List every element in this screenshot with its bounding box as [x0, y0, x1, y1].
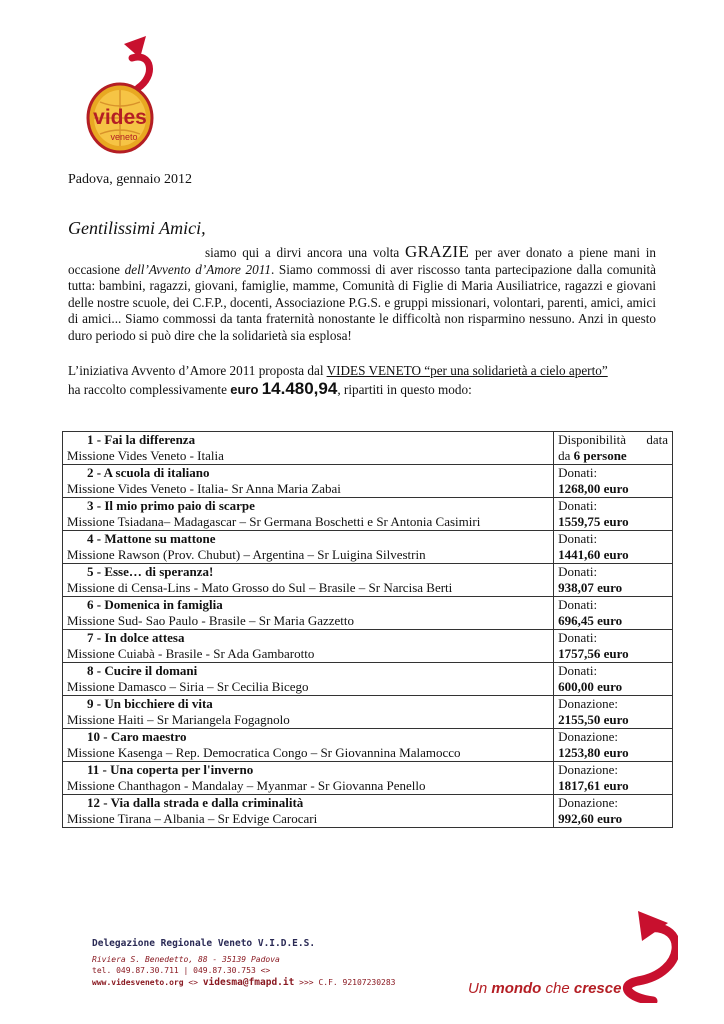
table-row: [63, 432, 673, 465]
logo-word: vides: [93, 106, 147, 129]
project-cell: [63, 795, 554, 828]
project-cell: [63, 696, 554, 729]
amount-currency: euro: [230, 382, 259, 397]
donation-label: Donazione:: [558, 762, 619, 777]
grazie-word: GRAZIE: [405, 242, 470, 261]
table-row: [63, 531, 673, 564]
project-mission: Missione Tsiadana– Madagascar – Sr Germana Boschetti e Sr Antonia Casimiri: [67, 514, 481, 529]
footer-org: Delegazione Regionale Veneto V.I.D.E.S.: [92, 938, 316, 949]
donation-cell: [554, 630, 673, 663]
body-rest: . Siamo commossi di aver riscosso tanta partecipazione dalla comunità tutta: bambini, ragazzi, giovani, famiglie, mamme, Comunità di Figlie di Maria Ausiliatrice, ragazzi e giovani delle nostre scuole, dei C.F.P., docenti, Associazione P.G.S. e gruppi missionari, volontari, parenti, amici, amici di amici... Siamo commossi da tanta fraternità nonostante le difficoltà non risparmino nessuno. Anzi in questo duro periodo si può dire che la solidarietà sia esplosa!: [68, 261, 657, 343]
project-cell: [63, 630, 554, 663]
donation-amount: 696,45 euro: [558, 613, 623, 628]
project-mission: Missione Damasco – Siria – Sr Cecilia Bicego: [67, 679, 309, 694]
project-cell: [63, 597, 554, 630]
initiative-pre: L’iniziativa Avvento d’Amore 2011 proposta dal: [68, 363, 324, 378]
footer-contacts: [92, 977, 396, 988]
table-row: [63, 762, 673, 795]
table-row: [63, 795, 673, 828]
date-line: Padova, gennaio 2012: [68, 172, 193, 187]
donation-amount: 992,60 euro: [558, 811, 623, 826]
donation-amount: 1817,61 euro: [558, 778, 629, 793]
project-mission: Missione Cuiabà - Brasile - Sr Ada Gambarotto: [67, 646, 315, 661]
project-cell: [63, 498, 554, 531]
donation-cell: [554, 531, 673, 564]
donation-cell: [554, 564, 673, 597]
project-title: 10 - Caro maestro: [87, 729, 187, 744]
donation-label: Donati:: [558, 465, 598, 480]
initiative-link[interactable]: VIDES VENETO “per una solidarietà a cielo aperto”: [326, 363, 608, 378]
donation-amount: 600,00 euro: [558, 679, 623, 694]
project-cell: [63, 663, 554, 696]
body-mid: per aver donato a piene mani in occasione: [68, 245, 657, 277]
letter-body: [68, 244, 656, 344]
project-cell: [63, 432, 554, 465]
footer-phone: tel. 049.87.30.711 | 049.87.30.753 <>: [92, 966, 271, 975]
availability-label-b: data: [646, 432, 668, 447]
donation-cell: [554, 663, 673, 696]
availability-pre: da: [558, 448, 574, 463]
project-title: 1 - Fai la differenza: [87, 432, 196, 447]
donation-amount: 2155,50 euro: [558, 712, 629, 727]
project-mission: Missione Kasenga – Rep. Democratica Congo – Sr Giovannina Malamocco: [67, 745, 461, 760]
donation-label: Donati:: [558, 498, 598, 513]
donation-label: Donati:: [558, 564, 598, 579]
table-row: [63, 663, 673, 696]
red-arrow-icon: [598, 903, 678, 1003]
donation-cell: [554, 762, 673, 795]
project-cell: [63, 564, 554, 597]
project-title: 12 - Via dalla strada e dalla criminalità: [87, 795, 304, 810]
project-mission: Missione Rawson (Prov. Chubut) – Argentina – Sr Luigina Silvestrin: [67, 547, 426, 562]
donation-cell: [554, 465, 673, 498]
logo-sub: veneto: [110, 132, 138, 142]
body-pre: siamo qui a dirvi ancora una volta: [205, 245, 400, 260]
project-title: 2 - A scuola di italiano: [87, 465, 210, 480]
slogan-word-1: Un: [468, 980, 488, 997]
project-mission: Missione Haiti – Sr Mariangela Fogagnolo: [67, 712, 290, 727]
donation-cell: [554, 597, 673, 630]
slogan-word-4: cresce: [573, 980, 622, 997]
availability-value: 6 persone: [573, 448, 627, 463]
project-mission: Missione Chanthagon - Mandalay – Myanmar - Sr Giovanna Penello: [67, 778, 426, 793]
project-title: 4 - Mattone su mattone: [87, 531, 216, 546]
donation-label: Donazione:: [558, 729, 619, 744]
initiative-line2: ha raccolto complessivamente: [68, 382, 227, 397]
slogan-word-2: mondo: [491, 980, 542, 997]
project-title: 7 - In dolce attesa: [87, 630, 185, 645]
greeting: Gentilissimi Amici,: [68, 218, 206, 238]
project-title: 5 - Esse… di speranza!: [87, 564, 214, 579]
project-cell: [63, 531, 554, 564]
project-mission: Missione di Censa-Lins - Mato Grosso do Sul – Brasile – Sr Narcisa Berti: [67, 580, 453, 595]
donation-label: Donati:: [558, 630, 598, 645]
table-row: [63, 729, 673, 762]
donation-label: Donazione:: [558, 795, 619, 810]
donation-label: Donati:: [558, 597, 598, 612]
initiative-post: , ripartiti in questo modo:: [337, 382, 472, 397]
donation-amount: 1559,75 euro: [558, 514, 629, 529]
footer-email[interactable]: videsma@fmapd.it: [202, 977, 295, 988]
table-row: [63, 630, 673, 663]
table-row: [63, 465, 673, 498]
project-mission: Missione Vides Veneto - Italia: [67, 448, 224, 463]
donation-cell: [554, 696, 673, 729]
table-row: [63, 696, 673, 729]
donation-label: Donati:: [558, 531, 598, 546]
donation-cell: [554, 498, 673, 531]
body-italic: dell’Avvento d’Amore 2011: [124, 261, 271, 277]
donation-label: Donati:: [558, 663, 598, 678]
project-cell: [63, 762, 554, 795]
footer-sep2: >>>: [299, 978, 314, 987]
total-amount: 14.480,94: [261, 379, 338, 398]
project-title: 3 - Il mio primo paio di scarpe: [87, 498, 255, 513]
donations-table: [62, 431, 673, 828]
project-mission: Missione Tirana – Albania – Sr Edvige Carocari: [67, 811, 318, 826]
donation-label: Donazione:: [558, 696, 619, 711]
donation-cell: [554, 729, 673, 762]
donation-amount: 938,07 euro: [558, 580, 623, 595]
donation-amount: 1253,80 euro: [558, 745, 629, 760]
project-title: 9 - Un bicchiere di vita: [87, 696, 213, 711]
project-mission: Missione Sud- Sao Paulo - Brasile – Sr Maria Gazzetto: [67, 613, 355, 628]
availability-label: Disponibilità: [558, 432, 626, 447]
table-row: [63, 498, 673, 531]
slogan-word-3: che: [545, 980, 570, 997]
donation-cell: [554, 795, 673, 828]
footer-website[interactable]: www.videsveneto.org: [92, 978, 184, 987]
footer-address: Riviera S. Benedetto, 88 - 35139 Padova: [92, 955, 280, 964]
donation-amount: 1441,60 euro: [558, 547, 629, 562]
letterhead-footer: [58, 895, 678, 1010]
donation-cell: [554, 432, 673, 465]
vides-logo: [80, 30, 170, 160]
initiative-paragraph: [68, 362, 668, 399]
footer-sep: <>: [188, 978, 198, 987]
footer-cf: C.F. 92107230283: [318, 978, 396, 987]
table-row: [63, 597, 673, 630]
table-row: [63, 564, 673, 597]
project-cell: [63, 465, 554, 498]
donation-amount: 1268,00 euro: [558, 481, 629, 496]
project-title: 8 - Cucire il domani: [87, 663, 198, 678]
project-title: 6 - Domenica in famiglia: [87, 597, 223, 612]
project-cell: [63, 729, 554, 762]
project-title: 11 - Una coperta per l'inverno: [87, 762, 254, 777]
project-mission: Missione Vides Veneto - Italia- Sr Anna Maria Zabai: [67, 481, 341, 496]
donation-amount: 1757,56 euro: [558, 646, 629, 661]
